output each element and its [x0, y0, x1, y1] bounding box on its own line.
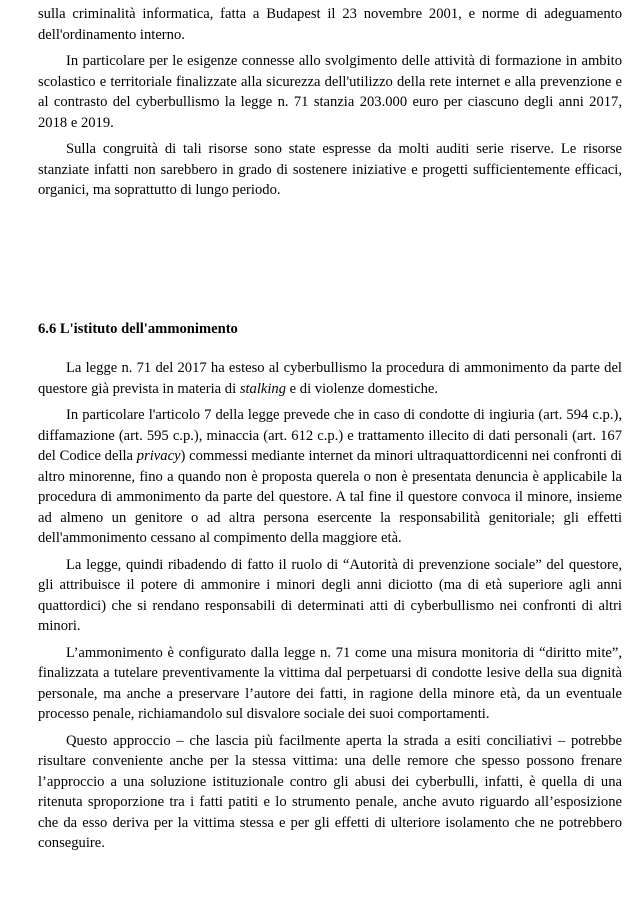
paragraph-section-5: Questo approccio – che lascia più facilmente aperta la strada a esiti conciliativi – potrebbe risultare conveniente anche per la stessa vittima: una delle remore che spesso possono frenare l’approccio a una soluzione istituzionale contro gli abusi dei cyberbulli, infatti, è quella di una ritenuta sproporzione tra i fatti patiti e lo strumento penale, anche avuto riguardo all’esposizione che da esso deriva per la vittima stessa e per gli effetti di ulteriore isolamento che ne potrebbero conseguire.	[38, 732, 622, 851]
p2-text-a: In particolare l'articolo 7 della legge prevede che in caso di condotte di ingiuria (art. 594 c.p.), diffamazione (art. 595 c.p.), minaccia (art. 612 c.p.) e trattamento illecito di dati personali (art. 167 del Codice della	[38, 407, 622, 464]
paragraph-section-2	[38, 405, 622, 549]
p1-text-b: e di violenze domestiche.	[286, 380, 438, 397]
p1-text-a: La legge n. 71 del 2017 ha esteso al cyberbullismo la procedura di ammonimento da parte del questore già prevista in materia di	[38, 360, 622, 397]
paragraph-top-1: sulla criminalità informatica, fatta a Budapest il 23 novembre 2001, e norme di adeguamento dell'ordinamento interno.	[38, 6, 622, 43]
paragraph-top-2: In particolare per le esigenze connesse allo svolgimento delle attività di formazione in ambito scolastico e territoriale finalizzate alla sicurezza dell'utilizzo della rete internet e alla prevenzione e al contrasto del cyberbullismo la legge n. 71 stanzia 203.000 euro per ciascuno degli anni 2017, 2018 e 2019.	[38, 53, 622, 131]
p1-emphasis: stalking	[239, 380, 287, 397]
p2-text-b: ) commessi mediante internet da minori ultraquattordicenni nei confronti di altro minorenne, fino a quando non è proposta querela o non è presentata denuncia è applicabile la procedura di ammonimento da parte del questore. A tal fine il questore convoca il minore, insieme ad almeno un genitore o ad altra persona esercente la responsabilità genitoriale; gli effetti dell'ammonimento cessano al compimento della maggiore età.	[38, 448, 622, 546]
section-heading: 6.6 L'istituto dell'ammonimento	[38, 321, 238, 337]
p2-emphasis: privacy	[136, 448, 181, 464]
top-text-block	[38, 4, 622, 201]
paragraph-top-3: Sulla congruità di tali risorse sono state espresse da molti auditi serie riserve. Le risorse stanziate infatti non sarebbero in grado di sostenere iniziative e progetti sufficientemente efficaci, organici, ma soprattutto di lungo periodo.	[38, 141, 622, 198]
paragraph-section-1	[38, 358, 622, 399]
paragraph-section-3: La legge, quindi ribadendo di fatto il ruolo di “Autorità di prevenzione sociale” del questore, gli attribuisce il potere di ammonire i minori degli anni diciotto (ma di età superiore agli anni quattordici) che si rendano responsabili di determinati atti di cyberbullismo nei confronti di altri minori.	[38, 556, 622, 634]
paragraph-section-4: L’ammonimento è configurato dalla legge n. 71 come una misura monitoria di “diritto mite”, finalizzata a tutelare preventivamente la vittima dal perpetuarsi di condotte lesive della sua dignità personale, ma anche a preservare l’autore dei fatti, in ragione della minore età, da un eventuale processo penale, richiamandolo sul disvalore sociale dei suoi comportamenti.	[38, 644, 622, 722]
section-text-block	[38, 358, 622, 854]
